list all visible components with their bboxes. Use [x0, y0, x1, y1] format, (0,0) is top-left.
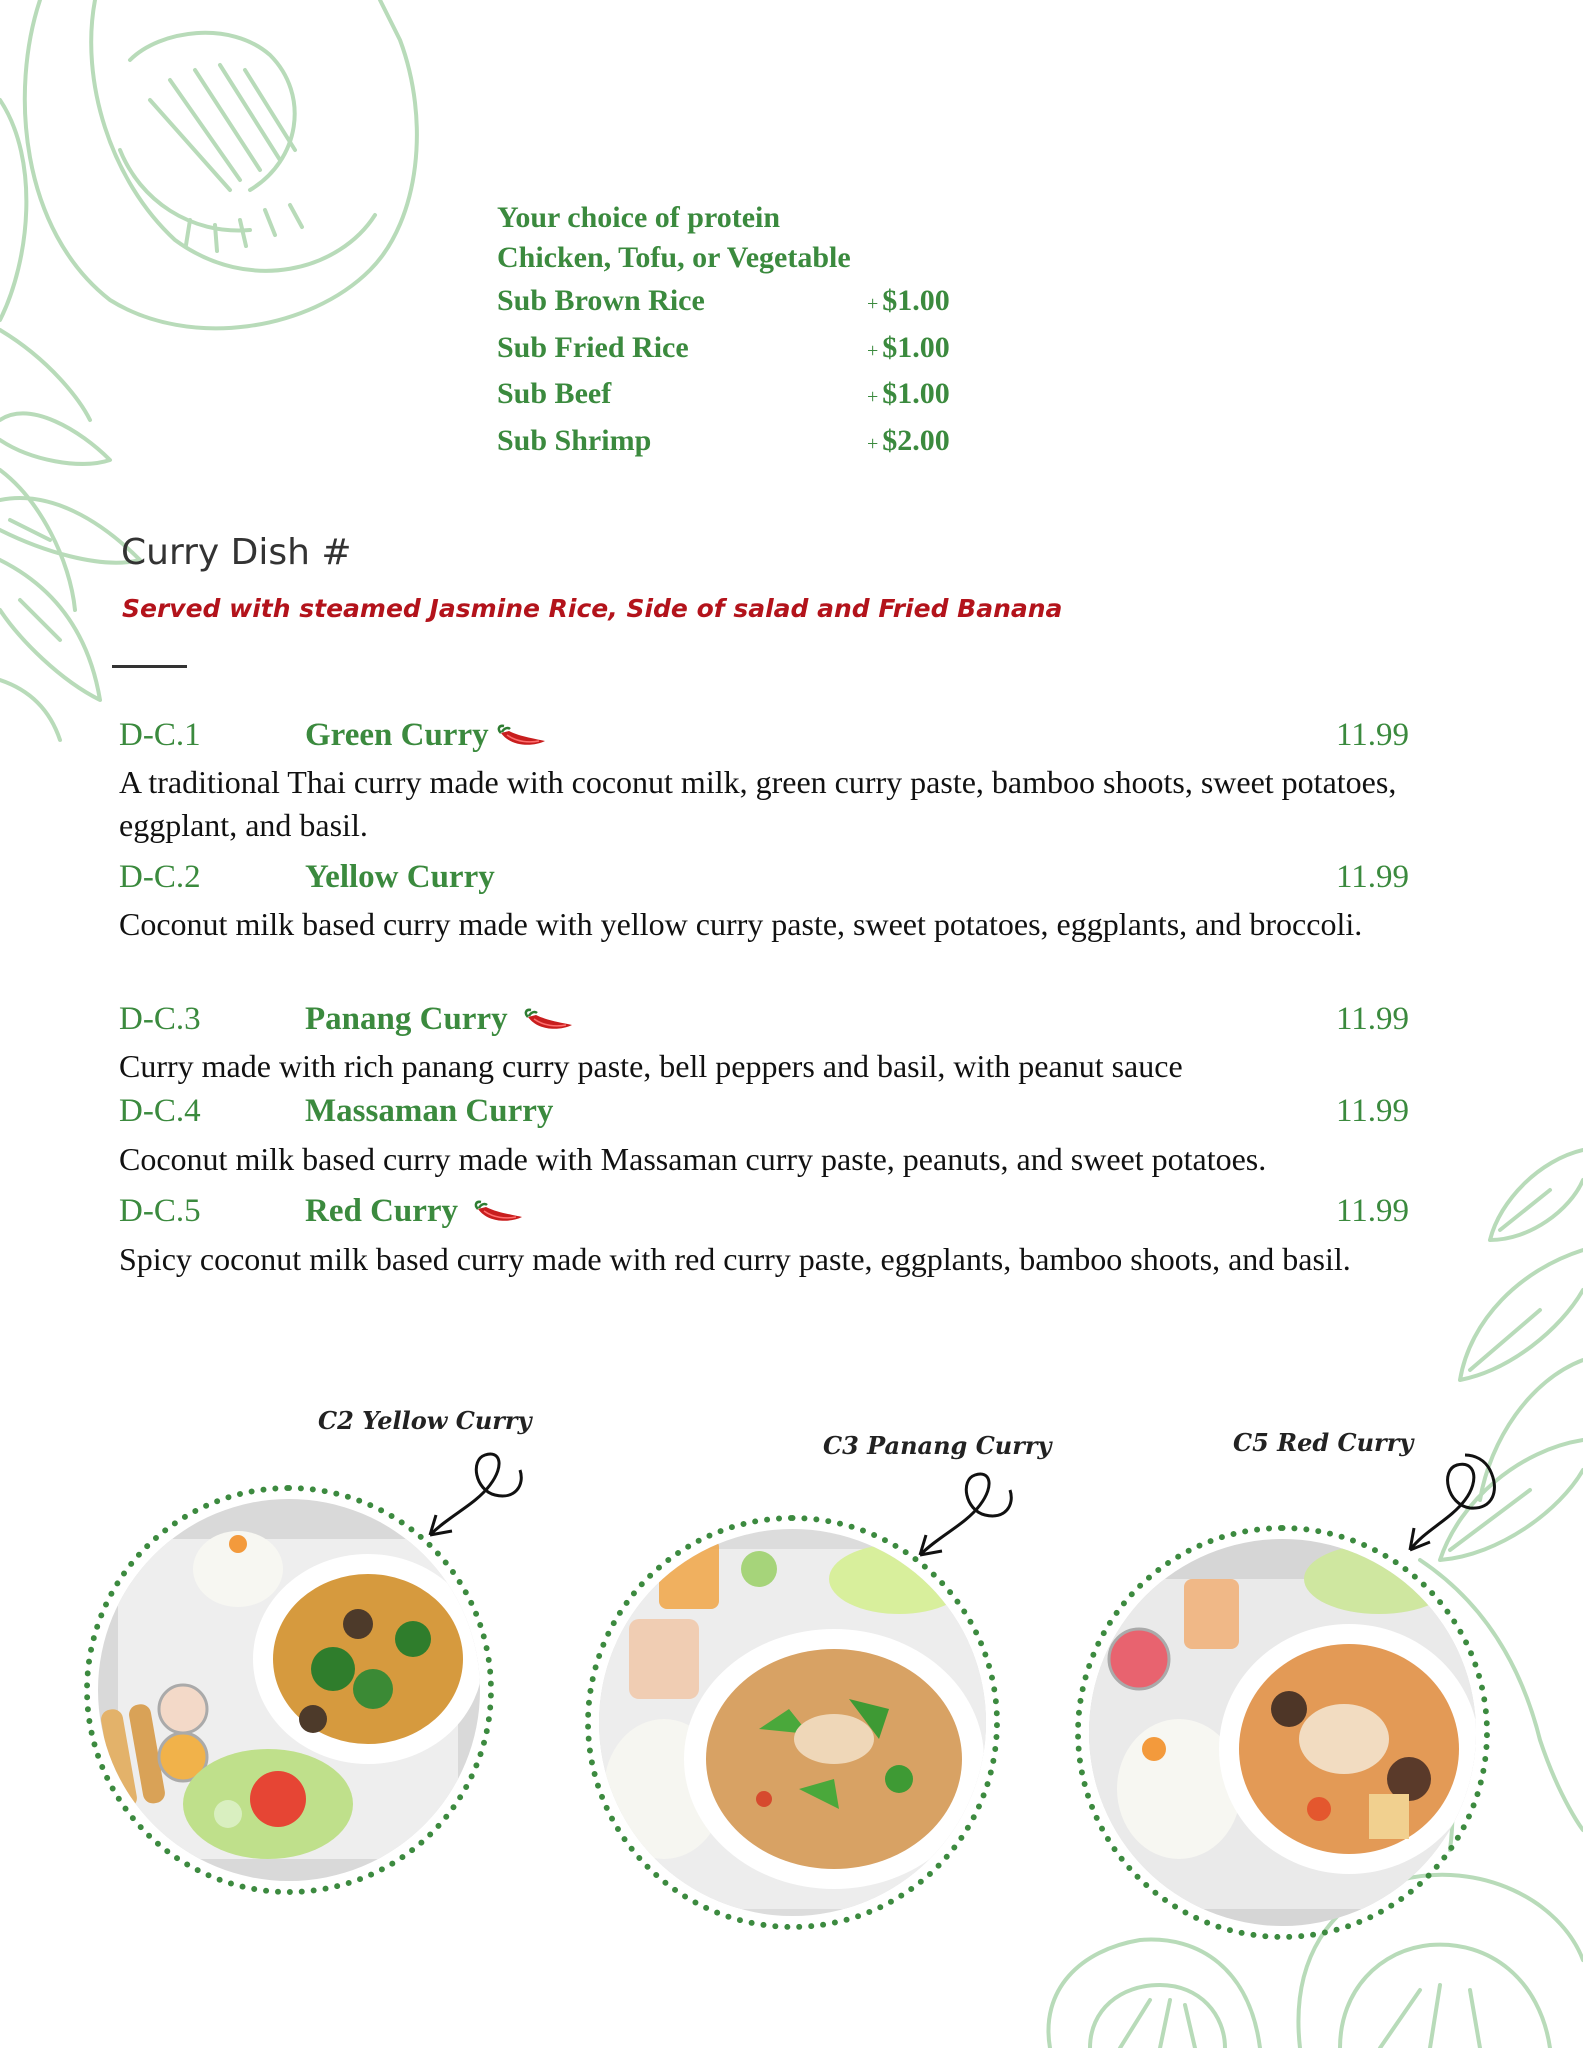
option-label: Sub Shrimp: [497, 423, 652, 457]
dish-price: 11.99: [1335, 1001, 1409, 1037]
section-title: Curry Dish #: [121, 532, 352, 573]
dish-description: Coconut milk based curry made with Massaman curry paste, peanuts, and sweet potatoes.: [119, 1141, 1267, 1177]
section-subtitle: Served with steamed Jasmine Rice, Side of salad and Fried Banana: [122, 594, 1063, 623]
dish-code: D-C.2: [119, 859, 201, 895]
dish-code: D-C.3: [119, 1001, 201, 1037]
dish-code: D-C.1: [119, 717, 201, 753]
option-price: + $2.00: [867, 423, 950, 457]
dish-name: Yellow Curry: [305, 859, 495, 895]
dish-header: [119, 1090, 1409, 1132]
dish-price: 11.99: [1335, 1193, 1409, 1229]
dish-price: 11.99: [1335, 1093, 1409, 1129]
protein-options: [497, 198, 950, 464]
section-divider: [112, 665, 187, 668]
dish-description: Coconut milk based curry made with yellow curry paste, sweet potatoes, eggplants, and broccoli.: [119, 906, 1363, 942]
dish-name: Red Curry: [305, 1190, 528, 1232]
dish-description: Spicy coconut milk based curry made with red curry paste, eggplants, bamboo shoots, and basil.: [119, 1241, 1351, 1277]
option-label: Sub Beef: [497, 377, 612, 410]
food-image: [1089, 1539, 1476, 1926]
yellow-curry-photo: [84, 1485, 494, 1895]
option-row: [497, 325, 950, 372]
option-price: + $1.00: [867, 330, 950, 364]
option-row: [497, 278, 950, 325]
option-price: + $1.00: [867, 284, 950, 317]
dish-price: 11.99: [1335, 859, 1409, 895]
dish-name: Panang Curry: [305, 998, 578, 1040]
dish-header: [119, 998, 1409, 1040]
chili-pepper-icon: [495, 723, 551, 751]
photo-caption: C3 Panang Curry: [823, 1431, 1052, 1460]
photo-caption: C2 Yellow Curry: [318, 1406, 532, 1435]
dish-code: D-C.5: [119, 1193, 201, 1229]
option-price: + $1.00: [867, 377, 950, 410]
dish-name: Massaman Curry: [305, 1093, 554, 1129]
chili-pepper-icon: [472, 1199, 528, 1227]
dish-description: Curry made with rich panang curry paste, bell peppers and basil, with peanut sauce: [119, 1048, 1183, 1084]
option-label: Sub Brown Rice: [497, 284, 705, 317]
dish-description: A traditional Thai curry made with coconut milk, green curry paste, bamboo shoots, sweet potatoes, eggplant, and basil.: [119, 764, 1397, 843]
protein-choices: Chicken, Tofu, or Vegetable: [497, 241, 851, 274]
dish-header: [119, 1190, 1409, 1232]
panang-curry-photo: [585, 1515, 1000, 1930]
option-label: Sub Fried Rice: [497, 330, 689, 364]
dish-code: D-C.4: [119, 1093, 201, 1129]
food-image: [599, 1529, 986, 1916]
dish-header: [119, 714, 1409, 756]
option-row: [497, 418, 950, 465]
chili-pepper-icon: [522, 1007, 578, 1035]
dish-price: 11.99: [1335, 717, 1409, 753]
dish-name: Green Curry: [305, 714, 551, 756]
red-curry-photo: [1075, 1525, 1490, 1940]
protein-heading: Your choice of protein: [497, 201, 781, 234]
photo-caption: C5 Red Curry: [1233, 1428, 1414, 1457]
food-image: [98, 1499, 480, 1881]
dish-header: [119, 856, 1409, 898]
option-row: [497, 371, 950, 418]
